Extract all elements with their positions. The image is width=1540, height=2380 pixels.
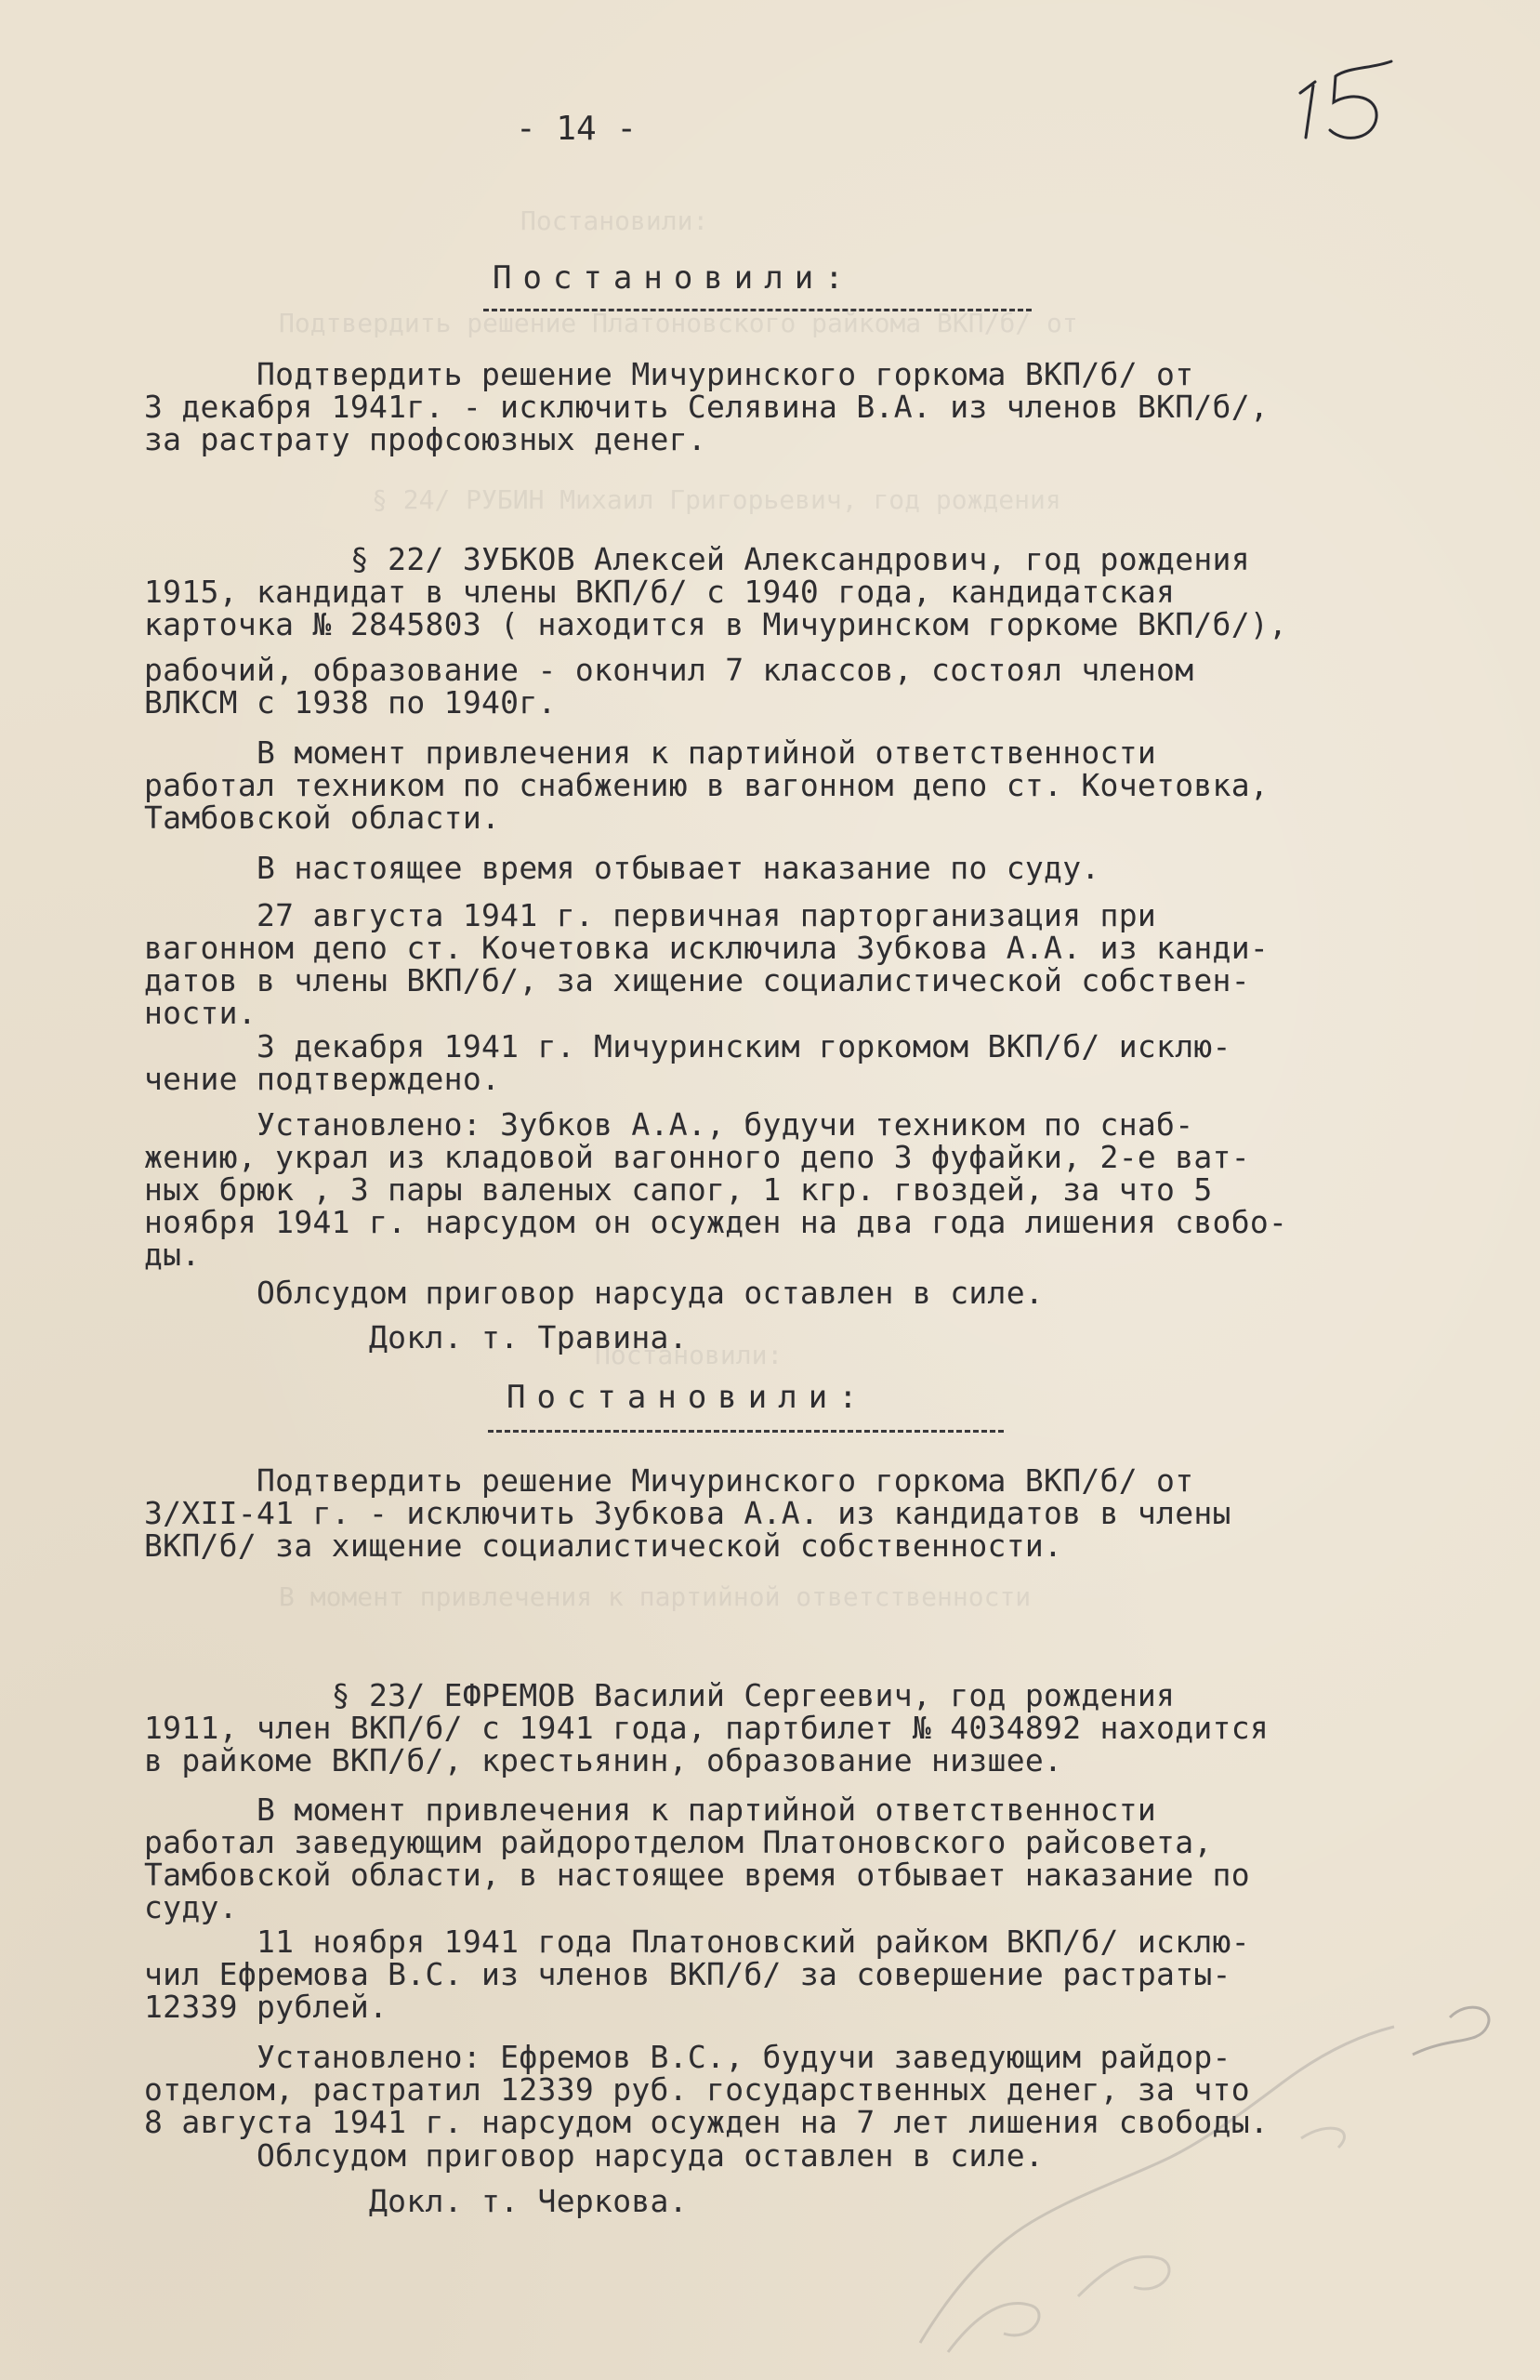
case-line: отделом, растратил 12339 руб. государственных денег, за что [144,2071,1250,2108]
case-line: ности. [144,995,257,1031]
case-line: в райкоме ВКП/б/, крестьянин, образование низшее. [144,1742,1063,1778]
case-line: 3 декабря 1941 г. Мичуринским горкомом ВКП/б/ исклю- [144,1028,1231,1064]
resolution-line: Подтвердить решение Мичуринского горкома ВКП/б/ от [144,1462,1194,1499]
section-heading: Постановили: [493,259,855,297]
case-line: В момент привлечения к партийной ответственности [144,1792,1157,1828]
case-line: 27 августа 1941 г. первичная парторганизация при [144,897,1157,933]
resolution-line: Подтвердить решение Мичуринского горкома ВКП/б/ от [144,356,1194,392]
resolution-line: за растрату профсоюзных денег. [144,421,707,457]
case-line: карточка № 2845803 ( находится в Мичуринском горкоме ВКП/б/), [144,606,1288,642]
case-line: 8 августа 1941 г. нарсудом осужден на 7 лет лишения свободы. [144,2104,1270,2140]
case-line: жению, украл из кладовой вагонного депо 3 фуфайки, 2-е ват- [144,1139,1250,1175]
faint-signature-mark [892,1943,1540,2371]
reporter-line: Докл. т. Черкова. [144,2183,688,2219]
resolution-line: 3 декабря 1941г. - исключить Селявина В.А. из членов ВКП/б/, [144,389,1270,425]
case-line: Установлено: Зубков А.А., будучи техником по снаб- [144,1106,1194,1143]
resolution-line: 3/XII-41 г. - исключить Зубкова А.А. из кандидатов в члены [144,1495,1231,1531]
case-line: ных брюк , 3 пары валеных сапог, 1 кгр. гвоздей, за что 5 [144,1171,1213,1208]
case-line: 11 ноября 1941 года Платоновский райком ВКП/б/ исклю- [144,1924,1250,1960]
reporter-line: Докл. т. Травина. [144,1319,688,1355]
case-line: 12339 рублей. [144,1989,388,2025]
case-line: 1911, член ВКП/б/ с 1941 года, партбилет № 4034892 находится [144,1710,1270,1746]
case-line: ды. [144,1236,201,1273]
case-line: В настоящее время отбывает наказание по суду. [144,850,1100,886]
case-line: чил Ефремова В.С. из членов ВКП/б/ за совершение растраты- [144,1956,1231,1992]
page-number: - 14 - [516,110,638,148]
case-line: ВЛКСМ с 1938 по 1940г. [144,684,557,721]
section-heading: Постановили: [507,1379,869,1416]
case-line: работал техником по снабжению в вагонном депо ст. Кочетовка, [144,767,1270,803]
case-line: работал заведующим райдоротделом Платоновского райсовета, [144,1824,1213,1860]
case-line: Тамбовской области. [144,800,501,836]
bleed-through-text: Постановили: [520,205,709,236]
heading-underline [483,309,1032,311]
case-line: рабочий, образование - окончил 7 классов, состоял членом [144,652,1194,688]
bleed-through-text: Подтвердить решение Платоновского райкома ВКП/б/ от [279,308,1078,338]
case-line: Облсудом приговор нарсуда оставлен в силе. [144,2137,1045,2174]
case-line: чение подтверждено. [144,1061,501,1097]
case-line: Тамбовской области, в настоящее время отбывает наказание по [144,1857,1250,1893]
case-line: Установлено: Ефремов В.С., будучи заведующим райдор- [144,2039,1231,2075]
bleed-through-text: § 24/ РУБИН Михаил Григорьевич, год рождения [372,484,1061,515]
case-line: суду. [144,1889,238,1925]
case-line: § 22/ ЗУБКОВ Алексей Александрович, год рождения [144,541,1250,577]
bleed-through-text: Постановили: [595,1340,783,1370]
resolution-line: ВКП/б/ за хищение социалистической собственности. [144,1527,1063,1564]
case-line: ноября 1941 г. нарсудом он осужден на два года лишения свобо- [144,1204,1288,1240]
handwritten-folio-number [1287,48,1417,151]
case-line: Облсудом приговор нарсуда оставлен в силе. [144,1275,1045,1311]
case-line: В момент привлечения к партийной ответственности [144,734,1157,771]
case-line: 1915, кандидат в члены ВКП/б/ с 1940 года, кандидатская [144,574,1176,610]
case-line: § 23/ ЕФРЕМОВ Василий Сергеевич, год рождения [144,1677,1176,1713]
case-line: вагонном депо ст. Кочетовка исключила Зубкова А.А. из канди- [144,930,1270,966]
case-line: датов в члены ВКП/б/, за хищение социалистической собствен- [144,962,1250,998]
bleed-through-text: В момент привлечения к партийной ответственности [279,1581,1032,1612]
heading-underline [488,1430,1004,1433]
